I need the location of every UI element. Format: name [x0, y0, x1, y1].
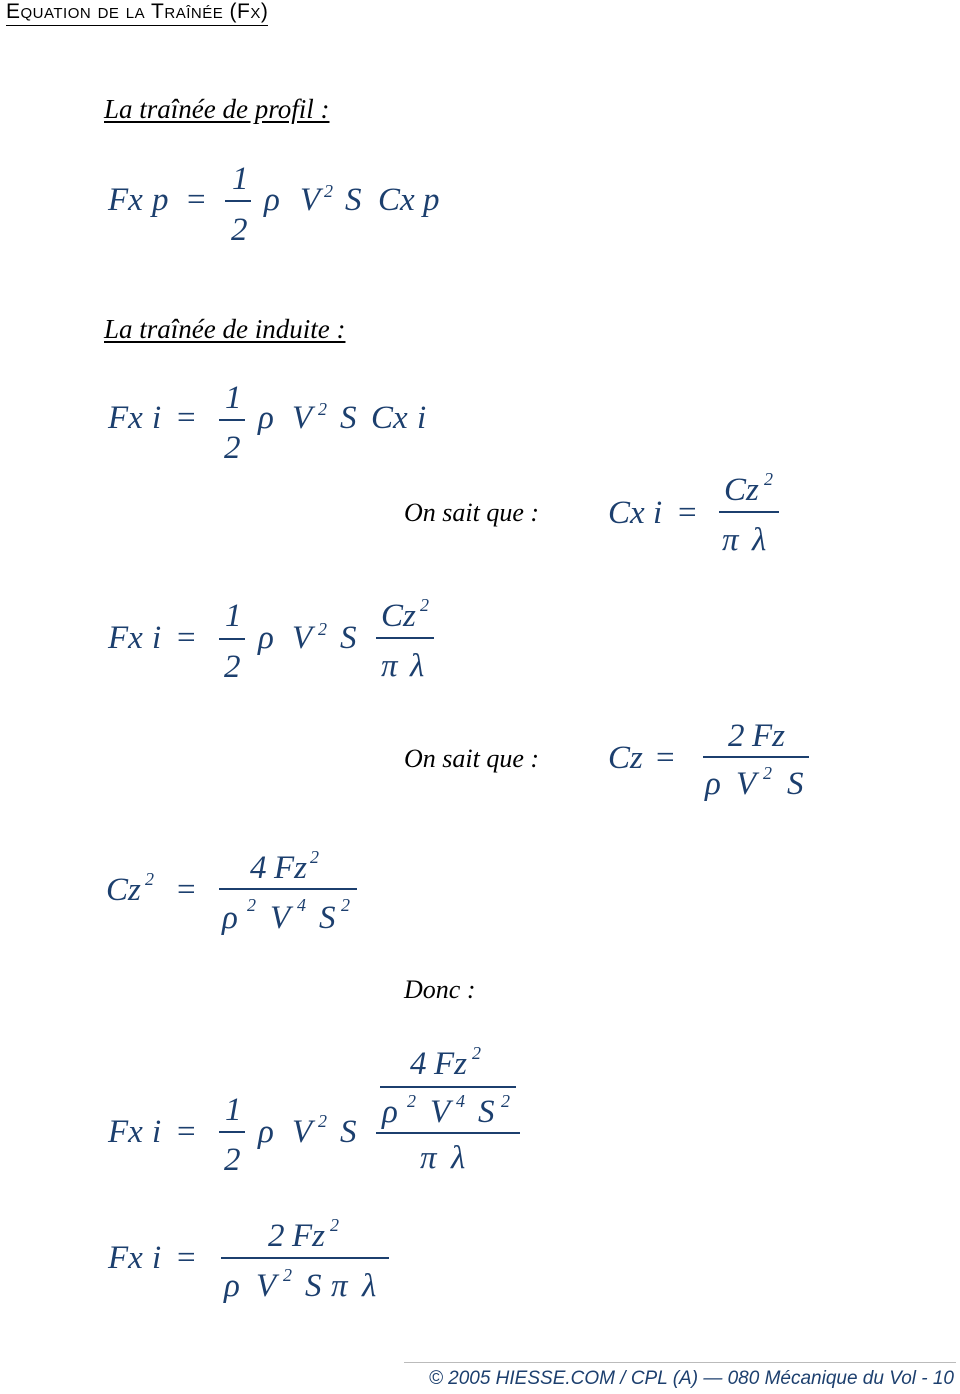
exponent: 2: [324, 181, 333, 201]
term-cz: Cz: [608, 740, 643, 776]
note-on-sait-que: On sait que :: [404, 744, 540, 773]
fraction-numerator: 1: [225, 380, 242, 416]
term-v: V: [300, 182, 321, 218]
term-s: S: [305, 1268, 322, 1304]
exponent: 2: [763, 763, 772, 783]
term-fx: Fx: [108, 1240, 143, 1276]
term-fx: Fx: [108, 620, 143, 656]
term-pi: π: [331, 1268, 348, 1304]
term-lambda: λ: [451, 1140, 466, 1176]
exponent: 4: [456, 1091, 465, 1111]
fraction-denominator: 2: [224, 649, 241, 685]
term-fx: Fx: [108, 182, 143, 218]
page-footer: © 2005 HIESSE.COM / CPL (A) — 080 Mécanique du Vol - 10: [428, 1368, 954, 1389]
equals-sign: =: [177, 620, 196, 656]
term-s: S: [319, 900, 336, 936]
term-v: V: [256, 1268, 277, 1304]
page-header: [6, 0, 436, 26]
term-lambda: λ: [362, 1268, 377, 1304]
term-cz: Cz: [724, 472, 759, 508]
fraction-numerator: 1: [232, 161, 249, 197]
section-title-induite: La traînée de induite :: [104, 314, 346, 344]
note-donc: Donc :: [404, 975, 476, 1004]
term-cx: Cx: [371, 400, 408, 436]
fraction-numerator: 2: [268, 1218, 285, 1254]
term-v: V: [270, 900, 291, 936]
fraction-bar: [225, 200, 251, 202]
exponent: 2: [318, 399, 327, 419]
term-fz: Fz: [434, 1046, 467, 1082]
term-v: V: [736, 766, 757, 802]
exponent: 2: [407, 1091, 416, 1111]
term-rho: ρ: [258, 1114, 274, 1150]
fraction-numerator: 4: [250, 850, 267, 886]
term-rho: ρ: [705, 766, 721, 802]
exponent: 4: [297, 895, 306, 915]
exponent: 2: [310, 847, 319, 867]
fraction-numerator: 2: [728, 718, 745, 754]
fraction-bar: [219, 419, 245, 421]
equals-sign: =: [678, 495, 697, 531]
term-rho: ρ: [264, 182, 280, 218]
fraction-bar: [703, 756, 809, 758]
exponent: 2: [764, 469, 773, 489]
term-p: p: [423, 182, 440, 218]
term-fx: Fx: [108, 400, 143, 436]
fraction-bar: [219, 638, 245, 640]
fraction-bar: [219, 1131, 245, 1133]
fraction-numerator: 4: [410, 1046, 427, 1082]
term-lambda: λ: [752, 522, 767, 558]
term-s: S: [340, 400, 357, 436]
equals-sign: =: [177, 1240, 196, 1276]
term-rho: ρ: [222, 900, 238, 936]
term-fx: Fx: [108, 1114, 143, 1150]
term-v: V: [430, 1094, 451, 1130]
term-rho: ρ: [224, 1268, 240, 1304]
equals-sign: =: [656, 740, 675, 776]
term-s: S: [340, 620, 357, 656]
exponent: 2: [420, 595, 429, 615]
term-i: i: [152, 400, 162, 436]
exponent: 2: [247, 895, 256, 915]
term-i: i: [152, 620, 162, 656]
exponent: 2: [318, 1111, 327, 1131]
term-pi: π: [420, 1140, 437, 1176]
term-s: S: [340, 1114, 357, 1150]
exponent: 2: [501, 1091, 510, 1111]
term-i: i: [417, 400, 427, 436]
term-s: S: [787, 766, 804, 802]
term-v: V: [292, 400, 313, 436]
section-title-profil: La traînée de profil :: [104, 94, 330, 124]
exponent: 2: [330, 1215, 339, 1235]
term-rho: ρ: [382, 1094, 398, 1130]
fraction-bar: [376, 637, 434, 639]
equals-sign: =: [177, 1114, 196, 1150]
term-cz: Cz: [381, 598, 416, 634]
term-cx: Cx: [608, 495, 645, 531]
equals-sign: =: [177, 872, 196, 908]
exponent: 2: [318, 619, 327, 639]
exponent: 2: [341, 895, 350, 915]
note-on-sait-que: On sait que :: [404, 498, 540, 527]
fraction-bar: [719, 511, 779, 513]
term-s: S: [345, 182, 362, 218]
term-pi: π: [381, 648, 398, 684]
exponent: 2: [283, 1265, 292, 1285]
exponent: 2: [145, 869, 154, 889]
fraction-bar: [221, 1257, 389, 1259]
term-rho: ρ: [258, 400, 274, 436]
term-cz: Cz: [106, 872, 141, 908]
term-v: V: [292, 620, 313, 656]
term-cx: Cx: [378, 182, 415, 218]
fraction-denominator: 2: [224, 430, 241, 466]
term-s: S: [478, 1094, 495, 1130]
term-fz: Fz: [752, 718, 785, 754]
term-v: V: [292, 1114, 313, 1150]
fraction-numerator: 1: [225, 1092, 242, 1128]
term-fz: Fz: [292, 1218, 325, 1254]
fraction-bar: [376, 1132, 520, 1134]
fraction-bar: [380, 1086, 516, 1088]
term-fz: Fz: [274, 850, 307, 886]
term-pi: π: [722, 522, 739, 558]
fraction-numerator: 1: [225, 598, 242, 634]
term-i: i: [152, 1240, 162, 1276]
equals-sign: =: [177, 400, 196, 436]
fraction-denominator: 2: [231, 212, 248, 248]
fraction-denominator: 2: [224, 1142, 241, 1178]
term-p: p: [152, 182, 169, 218]
equals-sign: =: [187, 182, 206, 218]
term-i: i: [152, 1114, 162, 1150]
footer-divider: [404, 1362, 956, 1363]
exponent: 2: [472, 1043, 481, 1063]
term-i: i: [653, 495, 663, 531]
term-rho: ρ: [258, 620, 274, 656]
page-title: Equation de la Traînée (Fx): [6, 0, 268, 26]
term-lambda: λ: [410, 648, 425, 684]
fraction-bar: [219, 888, 357, 890]
